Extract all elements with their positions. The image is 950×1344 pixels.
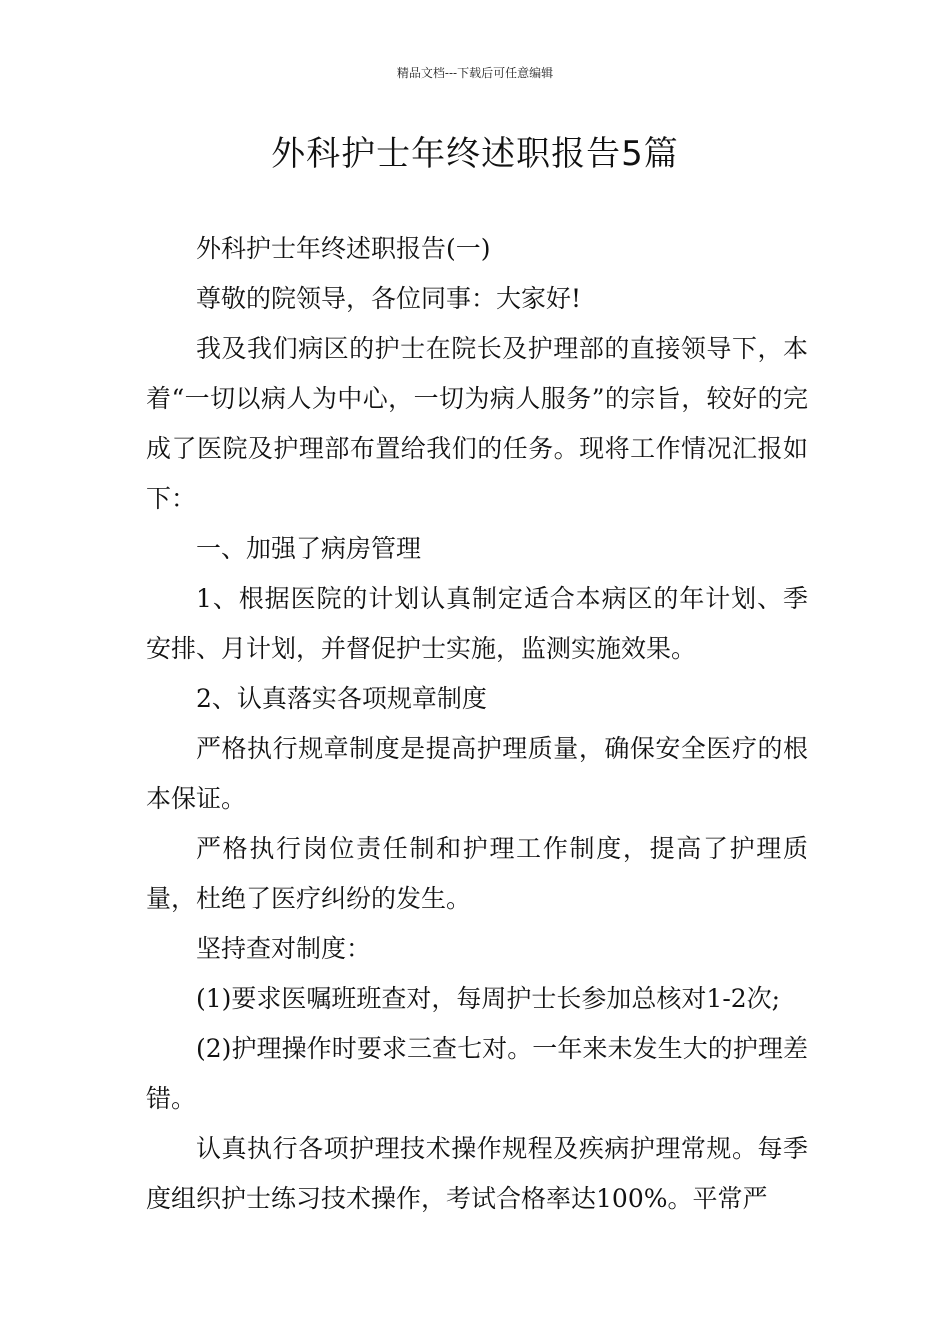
body-paragraph: 认真执行各项护理技术操作规程及疾病护理常规。每季度组织护士练习技术操作，考试合格率达100%。平常严 bbox=[146, 1134, 808, 1213]
intro-paragraph: 我及我们病区的护士在院长及护理部的直接领导下，本着“一切以病人为中心，一切为病人服务”的宗旨，较好的完成了医院及护理部布置给我们的任务。现将工作情况汇报如下： bbox=[146, 334, 808, 513]
subheading-ward-management: 一、加强了病房管理 bbox=[196, 534, 422, 563]
document-body bbox=[146, 224, 808, 1224]
greeting-paragraph: 尊敬的院领导，各位同事：大家好! bbox=[196, 284, 582, 313]
section-heading: 外科护士年终述职报告(一) bbox=[196, 234, 491, 263]
document-title: 外科护士年终述职报告5篇 bbox=[271, 134, 679, 174]
body-paragraph: 严格执行岗位责任制和护理工作制度，提高了护理质量，杜绝了医疗纠纷的发生。 bbox=[146, 834, 808, 913]
check-item-2: (2)护理操作时要求三查七对。一年来未发生大的护理差错。 bbox=[146, 1034, 808, 1113]
check-system-heading: 坚持查对制度： bbox=[196, 934, 372, 963]
check-item-1: (1)要求医嘱班班查对，每周护士长参加总核对1-2次; bbox=[196, 984, 781, 1013]
header-note: 精品文档---下载后可任意编辑 bbox=[396, 66, 554, 80]
list-item-2: 2、认真落实各项规章制度 bbox=[196, 684, 487, 713]
body-paragraph: 严格执行规章制度是提高护理质量，确保安全医疗的根本保证。 bbox=[146, 734, 808, 813]
list-item-1: 1、根据医院的计划认真制定适合本病区的年计划、季安排、月计划，并督促护士实施，监测实施效果。 bbox=[146, 584, 808, 663]
